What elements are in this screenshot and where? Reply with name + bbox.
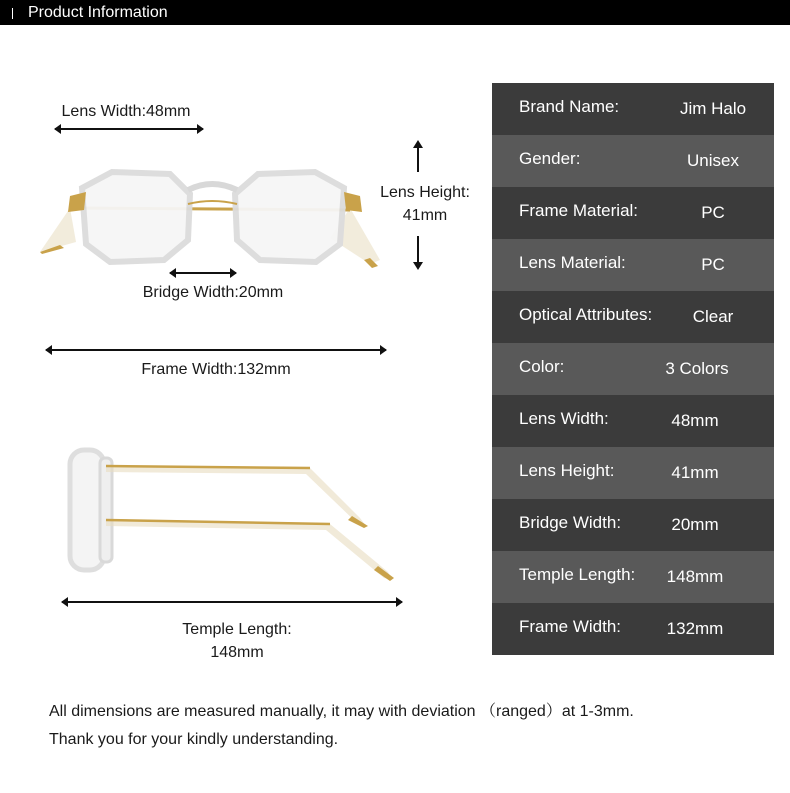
spec-row-frame-material: [492, 187, 774, 239]
lens-height-value: 41mm: [402, 207, 448, 224]
spec-label: Brand Name:: [519, 97, 620, 116]
header-title: Product Information: [28, 4, 168, 21]
disclaimer-line-2: Thank you for your kindly understanding.: [49, 731, 339, 748]
lens-height-label: Lens Height:: [380, 184, 470, 201]
spec-value: Clear: [692, 307, 734, 326]
frame-width-arrow: [46, 349, 386, 351]
spec-value: 41mm: [671, 463, 719, 482]
spec-row-lens-width: [492, 395, 774, 447]
lens-width-arrow: [55, 128, 203, 130]
spec-value: 48mm: [671, 411, 719, 430]
spec-table: [492, 83, 774, 655]
spec-row-color: [492, 343, 774, 395]
lens-height-arrow-down: [417, 236, 419, 268]
spec-label: Bridge Width:: [519, 513, 622, 532]
spec-row-bridge-width: [492, 499, 774, 551]
spec-value: Jim Halo: [679, 99, 747, 118]
spec-value: 132mm: [666, 619, 724, 638]
lens-width-label: Lens Width:48mm: [61, 103, 191, 120]
lens-height-arrow-up: [417, 142, 419, 172]
spec-row-lens-height: [492, 447, 774, 499]
spec-label: Lens Width:: [519, 409, 609, 428]
spec-row-gender: [492, 135, 774, 187]
spec-label: Gender:: [519, 149, 581, 168]
header-bar: [0, 0, 790, 25]
spec-label: Lens Material:: [519, 253, 626, 272]
spec-value: Unisex: [687, 151, 739, 170]
spec-label: Frame Material:: [519, 201, 639, 220]
spec-label: Color:: [519, 357, 565, 376]
bridge-width-label: Bridge Width:20mm: [142, 284, 284, 301]
spec-label: Lens Height:: [519, 461, 615, 480]
spec-value: 148mm: [666, 567, 724, 586]
spec-value: PC: [701, 203, 725, 222]
spec-row-temple-length: [492, 551, 774, 603]
spec-label: Temple Length:: [519, 565, 636, 584]
header-divider: [12, 8, 13, 19]
glasses-front-image: [30, 160, 390, 280]
spec-value: 20mm: [671, 515, 719, 534]
spec-label: Frame Width:: [519, 617, 622, 636]
spec-label: Optical Attributes:: [519, 305, 653, 324]
spec-value: 3 Colors: [665, 359, 729, 378]
temple-length-value: 148mm: [210, 644, 264, 661]
spec-row-lens-material: [492, 239, 774, 291]
spec-value: PC: [701, 255, 725, 274]
spec-row-brand: [492, 83, 774, 135]
disclaimer-line-1: All dimensions are measured manually, it may with deviation （ranged）at 1-3mm.: [49, 703, 634, 720]
glasses-side-image: [60, 440, 400, 590]
bridge-width-arrow: [170, 272, 236, 274]
frame-width-label: Frame Width:132mm: [141, 361, 291, 378]
temple-length-label: Temple Length:: [182, 621, 292, 638]
spec-row-optical-attributes: [492, 291, 774, 343]
temple-length-arrow: [62, 601, 402, 603]
spec-row-frame-width: [492, 603, 774, 655]
